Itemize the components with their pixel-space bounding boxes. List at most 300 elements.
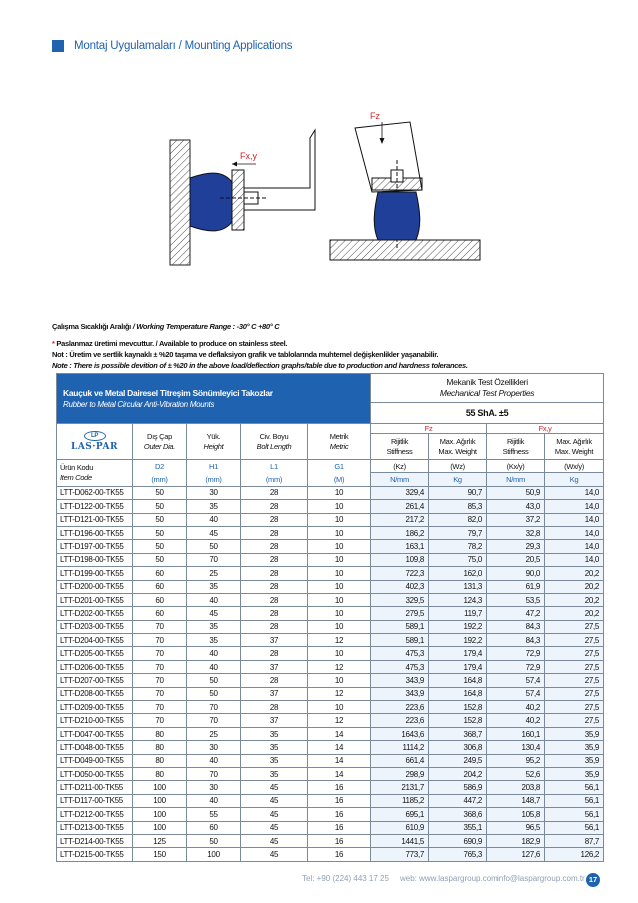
table-cell: 1185,2 (371, 794, 429, 807)
table-cell: 28 (241, 553, 308, 566)
table-cell: 70 (133, 634, 187, 647)
table-cell: 10 (308, 500, 371, 513)
base-plate (330, 240, 480, 260)
table-cell: 164,8 (429, 674, 487, 687)
unit-kz: N/mm (371, 473, 429, 486)
table-cell: LTT-D213-00-TK55 (57, 821, 133, 834)
table-cell: 109,8 (371, 553, 429, 566)
table-row (57, 767, 604, 780)
table-cell: 14 (308, 727, 371, 740)
table-cell: 10 (308, 593, 371, 606)
table-cell: 28 (241, 647, 308, 660)
fz-group-label: Fz (371, 424, 487, 434)
table-cell: 70 (133, 701, 187, 714)
table-cell: 85,3 (429, 500, 487, 513)
brand-logo (57, 424, 133, 460)
table-cell: 84,3 (487, 620, 545, 633)
mechanical-properties-title: Mekanik Test Özellikleri Mechanical Test Properties (371, 374, 604, 403)
table-cell: 160,1 (487, 727, 545, 740)
table-row (57, 714, 604, 727)
table-cell: LTT-D122-00-TK55 (57, 500, 133, 513)
table-cell: 35 (187, 634, 241, 647)
table-cell: 586,9 (429, 781, 487, 794)
table-cell: 40 (187, 647, 241, 660)
table-cell: 765,3 (429, 848, 487, 861)
table-row (57, 567, 604, 580)
table-cell: LTT-D049-00-TK55 (57, 754, 133, 767)
table-cell: 28 (241, 580, 308, 593)
table-cell: 127,6 (487, 848, 545, 861)
table-cell: 28 (241, 540, 308, 553)
table-cell: 45 (241, 848, 308, 861)
table-cell: 70 (187, 767, 241, 780)
section-marker (52, 40, 64, 52)
table-cell: 56,1 (545, 794, 604, 807)
table-row (57, 513, 604, 526)
table-cell: 70 (133, 660, 187, 673)
table-row (57, 701, 604, 714)
table-cell: 79,7 (429, 526, 487, 539)
temperature-note: Çalışma Sıcaklığı Aralığı / Working Temperature Range : -30° C +80° C (52, 322, 280, 331)
table-cell: 182,9 (487, 834, 545, 847)
table-row (57, 834, 604, 847)
table-cell: 35 (187, 500, 241, 513)
table-cell: 95,2 (487, 754, 545, 767)
table-cell: 249,5 (429, 754, 487, 767)
table-cell: 223,6 (371, 714, 429, 727)
table-row (57, 620, 604, 633)
sym-wz: (Wz) (429, 460, 487, 473)
table-cell: 55 (187, 808, 241, 821)
table-cell: 80 (133, 767, 187, 780)
table-cell: 45 (241, 821, 308, 834)
table-cell: 50 (133, 526, 187, 539)
table-cell: 35 (241, 727, 308, 740)
table-cell: 47,2 (487, 607, 545, 620)
table-cell: 40,2 (487, 701, 545, 714)
table-cell: 72,9 (487, 660, 545, 673)
table-row (57, 754, 604, 767)
table-cell: 28 (241, 513, 308, 526)
table-cell: 20,2 (545, 567, 604, 580)
table-cell: LTT-D199-00-TK55 (57, 567, 133, 580)
table-cell: 204,2 (429, 767, 487, 780)
table-cell: 14,0 (545, 553, 604, 566)
hardness-label: 55 ShA. ±5 (371, 403, 604, 424)
table-cell: LTT-D203-00-TK55 (57, 620, 133, 633)
table-cell: 16 (308, 808, 371, 821)
logo-mark: LP (84, 431, 106, 441)
table-cell: 70 (133, 647, 187, 660)
table-cell: 298,9 (371, 767, 429, 780)
table-cell: 690,9 (429, 834, 487, 847)
table-cell: 70 (187, 701, 241, 714)
table-cell: 28 (241, 526, 308, 539)
sym-kxy: (Kx/y) (487, 460, 545, 473)
table-cell: 60 (133, 580, 187, 593)
col-weight-z: Max. Ağırlık Max. Weight (429, 434, 487, 460)
table-row (57, 526, 604, 539)
table-cell: 90,7 (429, 486, 487, 499)
table-cell: 80 (133, 754, 187, 767)
table-row (57, 486, 604, 499)
table-cell: 10 (308, 526, 371, 539)
table-cell: 35 (241, 754, 308, 767)
table-row (57, 540, 604, 553)
table-cell: 50 (133, 553, 187, 566)
table-cell: 50 (187, 834, 241, 847)
table-cell: 50 (133, 500, 187, 513)
table-banner: Kauçuk ve Metal Dairesel Titreşim Sönümleyici Takozlar Rubber to Metal Circular Anti-Vibration Mounts (57, 374, 371, 424)
table-cell: LTT-D201-00-TK55 (57, 593, 133, 606)
table-cell: LTT-D208-00-TK55 (57, 687, 133, 700)
table-cell: LTT-D205-00-TK55 (57, 647, 133, 660)
sym-wxy: (Wx/y) (545, 460, 604, 473)
table-cell: 50,9 (487, 486, 545, 499)
table-cell: LTT-D207-00-TK55 (57, 674, 133, 687)
unit-wxy: Kg (545, 473, 604, 486)
table-cell: 84,3 (487, 634, 545, 647)
table-cell: 28 (241, 486, 308, 499)
table-cell: 28 (241, 500, 308, 513)
section-title: Montaj Uygulamaları / Mounting Applications (74, 40, 293, 52)
table-cell: 589,1 (371, 634, 429, 647)
table-cell: 60 (187, 821, 241, 834)
table-cell: 203,8 (487, 781, 545, 794)
unit-d2: (mm) (133, 473, 187, 486)
table-row (57, 580, 604, 593)
table-cell: 164,8 (429, 687, 487, 700)
tolerance-note-tr: Not : Üretim ve sertlik kaynaklı ± %20 taşıma ve deflaksiyon grafik ve tablolarında muhtemel değişkenlikler yaşanabilir. (52, 350, 439, 359)
logo-text: LAS·PAR (70, 442, 119, 452)
table-cell: 27,5 (545, 674, 604, 687)
table-cell: 30 (187, 486, 241, 499)
table-cell: 10 (308, 513, 371, 526)
table-row (57, 634, 604, 647)
table-row (57, 647, 604, 660)
table-cell: LTT-D214-00-TK55 (57, 834, 133, 847)
fxy-group-label: Fx,y (487, 424, 604, 434)
table-cell: 14,0 (545, 540, 604, 553)
left-rubber-mount (190, 173, 232, 231)
table-cell: 45 (187, 526, 241, 539)
table-cell: 27,5 (545, 714, 604, 727)
table-cell: LTT-D204-00-TK55 (57, 634, 133, 647)
table-cell: 60 (133, 593, 187, 606)
table-cell: 10 (308, 553, 371, 566)
table-cell: 28 (241, 567, 308, 580)
table-cell: 82,0 (429, 513, 487, 526)
table-cell: 148,7 (487, 794, 545, 807)
table-cell: 10 (308, 674, 371, 687)
table-cell: LTT-D197-00-TK55 (57, 540, 133, 553)
table-cell: 306,8 (429, 741, 487, 754)
table-cell: 57,4 (487, 674, 545, 687)
table-cell: 35,9 (545, 741, 604, 754)
table-cell: 70 (133, 714, 187, 727)
table-cell: 773,7 (371, 848, 429, 861)
table-cell: 40 (187, 513, 241, 526)
table-cell: 192,2 (429, 620, 487, 633)
table-cell: 50 (133, 486, 187, 499)
table-cell: 661,4 (371, 754, 429, 767)
table-cell: 27,5 (545, 620, 604, 633)
table-cell: 368,7 (429, 727, 487, 740)
col-stiffness-xy: Rijitlik Stiffness (487, 434, 545, 460)
table-cell: 12 (308, 660, 371, 673)
table-cell: 368,6 (429, 808, 487, 821)
table-cell: 329,5 (371, 593, 429, 606)
table-cell: 10 (308, 620, 371, 633)
table-row (57, 593, 604, 606)
left-wall (170, 140, 190, 265)
table-cell: 475,3 (371, 647, 429, 660)
table-cell: 10 (308, 580, 371, 593)
table-cell: 343,9 (371, 674, 429, 687)
table-cell: 50 (133, 513, 187, 526)
table-cell: 100 (133, 781, 187, 794)
table-cell: 126,2 (545, 848, 604, 861)
table-cell: 12 (308, 634, 371, 647)
table-row (57, 660, 604, 673)
table-cell: 16 (308, 794, 371, 807)
table-cell: 35 (187, 580, 241, 593)
right-rubber-mount (374, 192, 420, 240)
table-cell: 70 (133, 620, 187, 633)
table-cell: 43,0 (487, 500, 545, 513)
table-cell: 70 (133, 687, 187, 700)
table-cell: 27,5 (545, 660, 604, 673)
table-cell: 1643,6 (371, 727, 429, 740)
table-cell: 32,8 (487, 526, 545, 539)
table-cell: 14 (308, 767, 371, 780)
table-cell: LTT-D121-00-TK55 (57, 513, 133, 526)
table-cell: LTT-D050-00-TK55 (57, 767, 133, 780)
table-cell: 20,2 (545, 580, 604, 593)
col-height: Yük. Height (187, 424, 241, 460)
sym-kz: (Kz) (371, 460, 429, 473)
table-cell: 35 (241, 767, 308, 780)
table-cell: LTT-D212-00-TK55 (57, 808, 133, 821)
table-cell: 30 (187, 741, 241, 754)
table-cell: LTT-D211-00-TK55 (57, 781, 133, 794)
sym-d2: D2 (133, 460, 187, 473)
table-cell: 12 (308, 714, 371, 727)
table-cell: 1114,2 (371, 741, 429, 754)
table-cell: 100 (187, 848, 241, 861)
table-cell: 40 (187, 794, 241, 807)
table-cell: LTT-D048-00-TK55 (57, 741, 133, 754)
table-cell: 80 (133, 741, 187, 754)
table-cell: 20,2 (545, 593, 604, 606)
table-cell: 56,1 (545, 781, 604, 794)
table-cell: 162,0 (429, 567, 487, 580)
table-cell: 35,9 (545, 754, 604, 767)
table-cell: 100 (133, 794, 187, 807)
table-cell: LTT-D209-00-TK55 (57, 701, 133, 714)
table-cell: 10 (308, 607, 371, 620)
table-cell: 28 (241, 620, 308, 633)
table-cell: 10 (308, 647, 371, 660)
table-row (57, 821, 604, 834)
table-cell: 14,0 (545, 526, 604, 539)
table-cell: 40 (187, 754, 241, 767)
table-cell: 279,5 (371, 607, 429, 620)
table-row (57, 727, 604, 740)
footer-phone: Tel: +90 (224) 443 17 25 (302, 874, 389, 883)
table-cell: 29,3 (487, 540, 545, 553)
table-row (57, 794, 604, 807)
table-cell: 45 (241, 781, 308, 794)
table-cell: 16 (308, 821, 371, 834)
table-cell: 28 (241, 593, 308, 606)
table-cell: 261,4 (371, 500, 429, 513)
col-item-code: Ürün Kodu Item Code (57, 460, 133, 487)
table-cell: LTT-D047-00-TK55 (57, 727, 133, 740)
table-cell: 90,0 (487, 567, 545, 580)
table-cell: 223,6 (371, 701, 429, 714)
table-row (57, 500, 604, 513)
col-stiffness-z: Rijitlik Stiffness (371, 434, 429, 460)
table-cell: 70 (187, 553, 241, 566)
unit-g1: (M) (308, 473, 371, 486)
col-bolt-length: Civ. Boyu Bolt Length (241, 424, 308, 460)
table-cell: 53,5 (487, 593, 545, 606)
table-cell: LTT-D206-00-TK55 (57, 660, 133, 673)
table-cell: 179,4 (429, 660, 487, 673)
table-cell: 1441,5 (371, 834, 429, 847)
table-cell: 50 (187, 687, 241, 700)
table-row (57, 687, 604, 700)
table-cell: 100 (133, 808, 187, 821)
table-cell: 2131,7 (371, 781, 429, 794)
table-cell: LTT-D062-00-TK55 (57, 486, 133, 499)
mounting-diagram (160, 100, 500, 300)
table-cell: 402,3 (371, 580, 429, 593)
table-cell: 179,4 (429, 647, 487, 660)
sym-g1: G1 (308, 460, 371, 473)
table-cell: 35,9 (545, 727, 604, 740)
table-cell: 343,9 (371, 687, 429, 700)
table-cell: 60 (133, 567, 187, 580)
table-cell: 217,2 (371, 513, 429, 526)
table-cell: 37 (241, 687, 308, 700)
table-cell: 447,2 (429, 794, 487, 807)
unit-kxy: N/mm (487, 473, 545, 486)
table-cell: 96,5 (487, 821, 545, 834)
table-cell: 27,5 (545, 634, 604, 647)
table-cell: 78,2 (429, 540, 487, 553)
table-cell: 37 (241, 660, 308, 673)
table-cell: 130,4 (487, 741, 545, 754)
table-cell: 119,7 (429, 607, 487, 620)
table-row (57, 848, 604, 861)
table-cell: 355,1 (429, 821, 487, 834)
table-cell: 10 (308, 486, 371, 499)
table-cell: 60 (133, 607, 187, 620)
unit-h1: (mm) (187, 473, 241, 486)
notes-block (52, 321, 612, 371)
table-cell: 45 (241, 794, 308, 807)
table-cell: 50 (133, 540, 187, 553)
table-cell: 57,4 (487, 687, 545, 700)
table-cell: 152,8 (429, 701, 487, 714)
table-row (57, 808, 604, 821)
table-cell: 186,2 (371, 526, 429, 539)
table-cell: 37 (241, 714, 308, 727)
table-cell: 35 (241, 741, 308, 754)
table-cell: 25 (187, 727, 241, 740)
table-cell: 192,2 (429, 634, 487, 647)
table-cell: 27,5 (545, 687, 604, 700)
table-cell: 475,3 (371, 660, 429, 673)
table-cell: 695,1 (371, 808, 429, 821)
table-row (57, 674, 604, 687)
table-cell: 329,4 (371, 486, 429, 499)
col-weight-xy: Max. Ağırlık Max. Weight (545, 434, 604, 460)
sym-l1: L1 (241, 460, 308, 473)
table-cell: 125 (133, 834, 187, 847)
table-cell: LTT-D215-00-TK55 (57, 848, 133, 861)
table-cell: LTT-D198-00-TK55 (57, 553, 133, 566)
table-cell: 40,2 (487, 714, 545, 727)
table-cell: 35 (187, 620, 241, 633)
table-row (57, 553, 604, 566)
table-cell: 10 (308, 567, 371, 580)
page-number: 17 (586, 873, 600, 887)
footer-email[interactable]: info@laspargroup.com.tr (497, 874, 585, 883)
table-cell: 589,1 (371, 620, 429, 633)
table-cell: 40 (187, 660, 241, 673)
table-cell: LTT-D210-00-TK55 (57, 714, 133, 727)
table-cell: LTT-D202-00-TK55 (57, 607, 133, 620)
table-cell: 20,5 (487, 553, 545, 566)
table-cell: 27,5 (545, 647, 604, 660)
table-cell: 610,9 (371, 821, 429, 834)
table-cell: 150 (133, 848, 187, 861)
table-cell: 30 (187, 781, 241, 794)
table-cell: 10 (308, 701, 371, 714)
table-row (57, 741, 604, 754)
table-cell: 45 (241, 808, 308, 821)
footer (0, 873, 638, 887)
table-cell: 80 (133, 727, 187, 740)
table-cell: 100 (133, 821, 187, 834)
table-cell: 52,6 (487, 767, 545, 780)
fxy-diagram-label: Fx,y (240, 151, 257, 161)
col-metric: Metrik Metric (308, 424, 371, 460)
table-cell: 14,0 (545, 486, 604, 499)
table-cell: 16 (308, 781, 371, 794)
table-cell: 25 (187, 567, 241, 580)
table-cell: 35,9 (545, 767, 604, 780)
table-cell: 72,9 (487, 647, 545, 660)
table-cell: 56,1 (545, 821, 604, 834)
table-cell: 152,8 (429, 714, 487, 727)
footer-website[interactable]: web: www.laspargroup.com (400, 874, 498, 883)
table-cell: 37,2 (487, 513, 545, 526)
table-cell: 75,0 (429, 553, 487, 566)
table-row (57, 781, 604, 794)
tolerance-note-en: Note : There is possible devition of ± %20 in the above load/deflection graphs/table due to production and hardness tolerances. (52, 361, 468, 370)
table-cell: 28 (241, 674, 308, 687)
table-cell: 163,1 (371, 540, 429, 553)
table-cell: 70 (133, 674, 187, 687)
table-cell: 27,5 (545, 701, 604, 714)
table-cell: 28 (241, 607, 308, 620)
table-cell: 20,2 (545, 607, 604, 620)
table-row (57, 607, 604, 620)
